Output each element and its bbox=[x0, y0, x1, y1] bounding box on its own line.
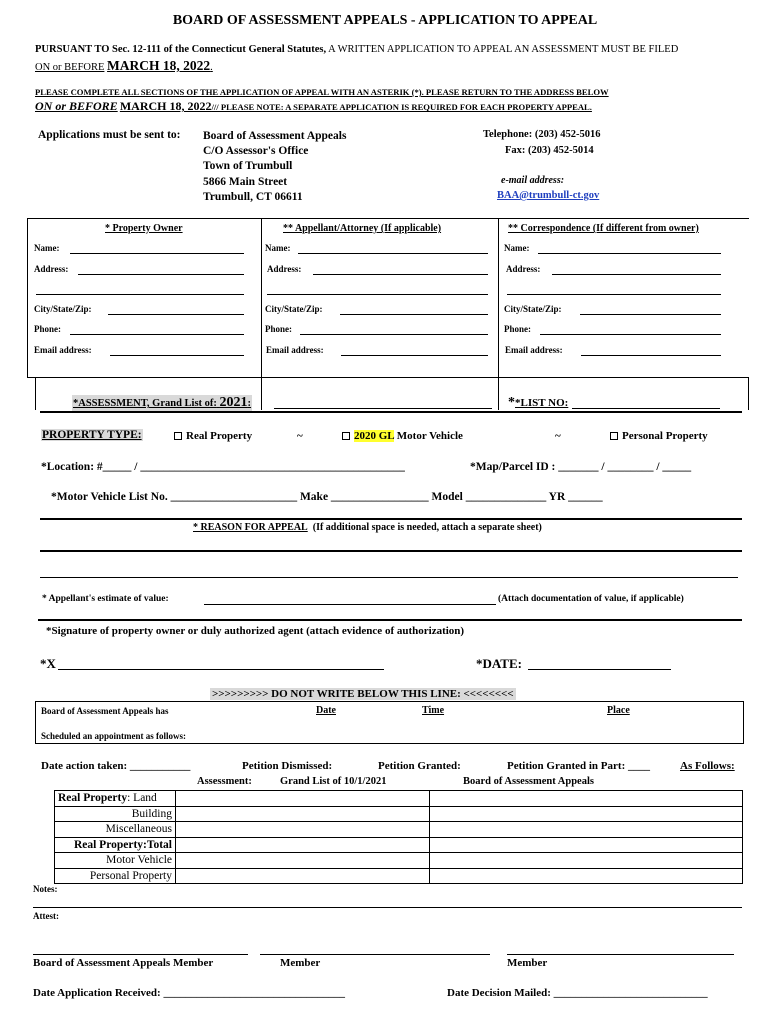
motor-vehicle-checkbox[interactable] bbox=[342, 432, 350, 440]
corr-address-field-2[interactable] bbox=[507, 294, 721, 295]
place-column: Place bbox=[607, 705, 630, 716]
appellant-email-label: Email address: bbox=[266, 345, 324, 355]
reason-line-2[interactable] bbox=[40, 577, 738, 578]
signature-label: *Signature of property owner or duly authorized agent (attach evidence of authorization) bbox=[46, 625, 465, 637]
corr-phone-label: Phone: bbox=[504, 324, 531, 334]
owner-name-field[interactable] bbox=[70, 253, 244, 254]
deadline-line: ON or BEFORE MARCH 18, 2022. bbox=[35, 58, 213, 73]
instructions-line-1: PLEASE COMPLETE ALL SECTIONS OF THE APPLICATION OF APPEAL WITH AN ASTERIK (*). PLEASE RETURN TO THE ADDRESS BELOW bbox=[35, 87, 609, 97]
row-label-building: Building bbox=[55, 806, 176, 822]
row-label-personal-property: Personal Property bbox=[55, 868, 176, 884]
assessment-col-header: Assessment: bbox=[197, 776, 252, 787]
table-row bbox=[55, 853, 743, 869]
email-label: e-mail address: bbox=[501, 175, 565, 186]
fax: Fax: (203) 452-5014 bbox=[505, 145, 594, 156]
member-signature-3[interactable] bbox=[507, 954, 734, 955]
appellant-city-field[interactable] bbox=[340, 314, 488, 315]
assessment-year: 2021 bbox=[219, 395, 248, 410]
board-cell[interactable] bbox=[430, 791, 743, 807]
owner-email-label: Email address: bbox=[34, 345, 92, 355]
estimate-label: * Appellant's estimate of value: bbox=[42, 594, 169, 604]
owner-name-label: Name: bbox=[34, 243, 60, 253]
property-type-label: PROPERTY TYPE: bbox=[42, 429, 142, 441]
member-label-2: Member bbox=[280, 957, 321, 969]
personal-property-option[interactable]: Personal Property bbox=[610, 430, 708, 442]
reason-line-1[interactable] bbox=[40, 550, 742, 552]
owner-phone-label: Phone: bbox=[34, 324, 61, 334]
appellant-address-label: Address: bbox=[267, 264, 302, 274]
signature-date-label: *DATE: bbox=[476, 656, 522, 671]
row-label-land: Real Property: Land bbox=[55, 791, 176, 807]
col-appellant-header: ** Appellant/Attorney (If applicable) bbox=[283, 223, 442, 234]
owner-city-field[interactable] bbox=[108, 314, 244, 315]
grand-list-field[interactable] bbox=[274, 408, 492, 409]
address-line-1: Board of Assessment Appeals bbox=[203, 130, 347, 142]
appellant-name-label: Name: bbox=[265, 243, 291, 253]
date-received-field[interactable]: Date Application Received: _________________________________ bbox=[33, 987, 345, 999]
pursuant-line bbox=[35, 44, 678, 55]
instructions-line-2 bbox=[35, 99, 592, 114]
member-signature-1[interactable] bbox=[33, 954, 248, 955]
corr-email-field[interactable] bbox=[581, 355, 721, 356]
location-field[interactable]: *Location: #_____ / ______________________________________________ bbox=[41, 461, 405, 473]
appellant-phone-label: Phone: bbox=[265, 324, 292, 334]
appellant-address-field-2[interactable] bbox=[267, 294, 488, 295]
board-col-header: Board of Assessment Appeals bbox=[463, 776, 594, 787]
date-mailed-field[interactable]: Date Decision Mailed: ____________________________ bbox=[447, 987, 708, 999]
grand-list-cell[interactable] bbox=[176, 806, 430, 822]
member-label-3: Member bbox=[507, 957, 548, 969]
grand-list-cell[interactable] bbox=[176, 868, 430, 884]
corr-name-field[interactable] bbox=[538, 253, 721, 254]
owner-address-field[interactable] bbox=[78, 274, 244, 275]
list-no-label: **LIST NO: bbox=[508, 395, 569, 410]
col-owner-header: * Property Owner bbox=[105, 223, 183, 234]
col-correspondence-header: ** Correspondence (If different from owner) bbox=[508, 223, 699, 234]
on-before-text: ON or BEFORE bbox=[35, 62, 105, 73]
address-line-3: Town of Trumbull bbox=[203, 160, 293, 173]
table-row bbox=[55, 837, 743, 853]
signature-date-field[interactable] bbox=[528, 669, 671, 670]
corr-address-label: Address: bbox=[506, 264, 541, 274]
owner-phone-field[interactable] bbox=[70, 334, 244, 335]
pursuant-text: A WRITTEN APPLICATION TO APPEAL AN ASSESSMENT MUST BE FILED bbox=[326, 44, 679, 55]
signature-x: *X bbox=[40, 656, 56, 671]
mailing-address bbox=[203, 129, 346, 205]
member-label-1: Board of Assessment Appeals Member bbox=[33, 957, 214, 969]
scheduled-text-2: Scheduled an appointment as follows: bbox=[41, 731, 187, 741]
owner-address-label: Address: bbox=[34, 264, 69, 274]
page-title: BOARD OF ASSESSMENT APPEALS - APPLICATION TO APPEAL bbox=[172, 13, 598, 28]
map-parcel-field[interactable]: *Map/Parcel ID : _______ / ________ / _____ bbox=[470, 461, 692, 473]
address-line-2: C/O Assessor's Office bbox=[203, 145, 309, 158]
board-cell[interactable] bbox=[430, 837, 743, 853]
row-label-total: Real Property:Total bbox=[55, 837, 176, 853]
corr-city-field[interactable] bbox=[580, 314, 721, 315]
time-column: Time bbox=[422, 705, 445, 716]
appellant-phone-field[interactable] bbox=[300, 334, 488, 335]
real-property-option[interactable]: Real Property bbox=[174, 430, 252, 442]
estimate-field[interactable] bbox=[204, 604, 496, 605]
date-action-field[interactable]: Date action taken: ___________ bbox=[41, 760, 191, 772]
petition-granted[interactable]: Petition Granted: bbox=[378, 760, 461, 772]
instructions-on-before: ON or BEFORE bbox=[35, 99, 118, 113]
signature-field[interactable] bbox=[58, 669, 384, 670]
assessment-label: *ASSESSMENT, Grand List of: 2021: bbox=[73, 395, 252, 410]
owner-email-field[interactable] bbox=[110, 355, 244, 356]
real-property-checkbox[interactable] bbox=[174, 432, 182, 440]
instructions-deadline: MARCH 18, 2022 bbox=[119, 99, 212, 113]
gl-2020-highlight: 2020 GL bbox=[354, 430, 395, 442]
petition-granted-part[interactable]: Petition Granted in Part: ____ bbox=[507, 760, 650, 772]
pursuant-statute: PURSUANT TO Sec. 12-111 of the Connecticut General Statutes, bbox=[35, 44, 327, 55]
board-cell[interactable] bbox=[430, 806, 743, 822]
email-link[interactable]: BAA@trumbull-ct.gov bbox=[497, 190, 600, 201]
table-row bbox=[55, 822, 743, 838]
table-row bbox=[55, 868, 743, 884]
appellant-name-field[interactable] bbox=[298, 253, 488, 254]
grand-list-col-header: Grand List of 10/1/2021 bbox=[280, 776, 387, 787]
board-cell[interactable] bbox=[430, 822, 743, 838]
corr-phone-field[interactable] bbox=[540, 334, 721, 335]
notes-label: Notes: bbox=[33, 884, 58, 894]
appellant-email-field[interactable] bbox=[341, 355, 488, 356]
reason-label: * REASON FOR APPEAL (If additional space is needed, attach a separate sheet) bbox=[193, 522, 542, 533]
row-label-misc: Miscellaneous bbox=[55, 822, 176, 838]
notes-field[interactable] bbox=[33, 907, 742, 908]
as-follows: As Follows: bbox=[680, 760, 735, 772]
owner-city-label: City/State/Zip: bbox=[34, 304, 92, 314]
attest-label: Attest: bbox=[33, 911, 59, 921]
assessment-table bbox=[54, 790, 743, 884]
tilde-1: ~ bbox=[297, 430, 303, 442]
deadline-date: MARCH 18, 2022 bbox=[107, 58, 211, 73]
personal-property-checkbox[interactable] bbox=[610, 432, 618, 440]
do-not-write-banner: >>>>>>>>> DO NOT WRITE BELOW THIS LINE: <<<<<<<< bbox=[212, 688, 514, 700]
corr-city-label: City/State/Zip: bbox=[504, 304, 562, 314]
corr-name-label: Name: bbox=[504, 243, 530, 253]
board-cell[interactable] bbox=[430, 853, 743, 869]
grand-list-cell[interactable] bbox=[176, 791, 430, 807]
list-no-field[interactable] bbox=[572, 408, 720, 409]
scheduled-text-1: Board of Assessment Appeals has bbox=[41, 706, 169, 716]
motor-vehicle-option[interactable]: 2020 GL Motor Vehicle bbox=[342, 430, 463, 442]
member-signature-2[interactable] bbox=[260, 954, 490, 955]
corr-email-label: Email address: bbox=[505, 345, 563, 355]
board-cell[interactable] bbox=[430, 868, 743, 884]
appellant-city-label: City/State/Zip: bbox=[265, 304, 323, 314]
instructions-note: /// PLEASE NOTE: A SEPARATE APPLICATION IS REQUIRED FOR EACH PROPERTY APPEAL. bbox=[211, 102, 592, 112]
address-line-5: Trumbull, CT 06611 bbox=[203, 190, 303, 203]
corr-address-field[interactable] bbox=[552, 274, 721, 275]
attach-note: (Attach documentation of value, if applicable) bbox=[498, 594, 684, 604]
grand-list-cell[interactable] bbox=[176, 822, 430, 838]
table-row bbox=[55, 806, 743, 822]
tilde-2: ~ bbox=[555, 430, 561, 442]
petition-dismissed[interactable]: Petition Dismissed: bbox=[242, 760, 333, 772]
date-column: Date bbox=[316, 705, 336, 716]
table-row bbox=[55, 791, 743, 807]
telephone: Telephone: (203) 452-5016 bbox=[483, 129, 601, 140]
grand-list-cell[interactable] bbox=[176, 837, 430, 853]
address-line-4: 5866 Main Street bbox=[203, 175, 288, 188]
send-to-label: Applications must be sent to: bbox=[38, 129, 181, 141]
appellant-address-field[interactable] bbox=[313, 274, 488, 275]
row-label-motor-vehicle: Motor Vehicle bbox=[55, 853, 176, 869]
owner-address-field-2[interactable] bbox=[36, 294, 244, 295]
motor-vehicle-fields[interactable]: *Motor Vehicle List No. ______________________ Make _________________ Model ______________ YR ______ bbox=[51, 491, 603, 503]
grand-list-cell[interactable] bbox=[176, 853, 430, 869]
